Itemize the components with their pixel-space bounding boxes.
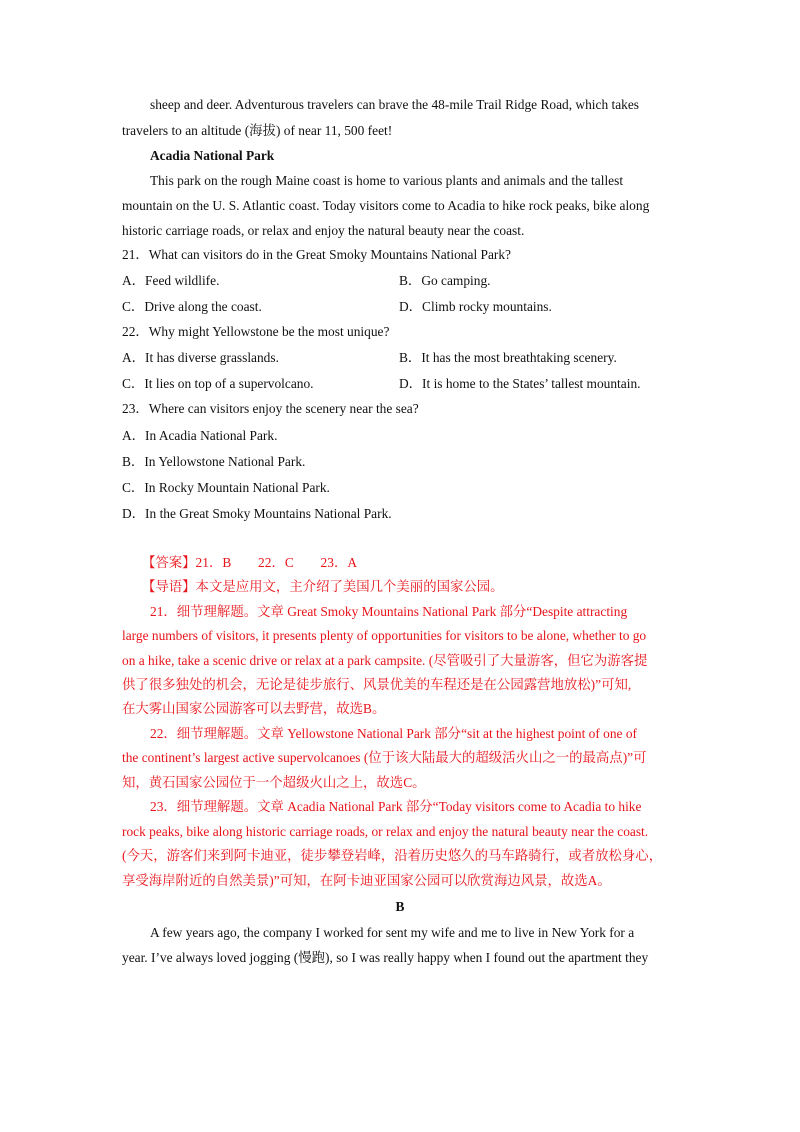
explanation-line: 享受海岸附近的自然美景)”可知，在阿卡迪亚国家公园可以欣赏海边风景，故选A。 (122, 873, 611, 888)
answer-intro: 【导语】本文是应用文，主介绍了美国几个美丽的国家公园。 (142, 579, 504, 594)
question-options-row (122, 271, 682, 291)
option-c: C．Drive along the coast. (122, 299, 262, 314)
passage-line: A few years ago, the company I worked for sent my wife and me to live in New York for a (150, 925, 635, 940)
section-heading-b: B (395, 899, 405, 914)
explanation-line: 在大雾山国家公园游客可以去野营，故选B。 (122, 701, 386, 716)
passage-line: historic carriage roads, or relax and enjoy the natural beauty near the coast. (122, 223, 525, 238)
option-b: B．Go camping. (399, 273, 491, 288)
option-d: D．In the Great Smoky Mountains National Park. (122, 506, 392, 521)
question-stem: 21．What can visitors do in the Great Smoky Mountains National Park? (122, 247, 512, 262)
passage-line: mountain on the U. S. Atlantic coast. Today visitors come to Acadia to hike rock peaks, bike along (122, 198, 650, 213)
question-stem: 23．Where can visitors enjoy the scenery near the sea? (122, 401, 419, 416)
answer-key: 【答案】21．B 22．C 23．A (142, 555, 358, 570)
question-options-row (122, 297, 682, 317)
explanation-line: the continent’s largest active supervolcanoes (位于该大陆最大的超级活火山之一的最高点)”可 (122, 750, 647, 765)
section-heading-acadia: Acadia National Park (150, 148, 275, 163)
explanation-line: 21．细节理解题。文章 Great Smoky Mountains National Park 部分“Despite attracting (150, 604, 628, 619)
question-options-row (122, 374, 682, 394)
option-c: C．It lies on top of a supervolcano. (122, 376, 314, 391)
passage-line: travelers to an altitude (海拔) of near 11, 500 feet! (122, 123, 393, 138)
passage-line: year. I’ve always loved jogging (慢跑), so I was really happy when I found out the apartment they (122, 950, 649, 965)
option-d: D．Climb rocky mountains. (399, 299, 552, 314)
explanation-line: 22．细节理解题。文章 Yellowstone National Park 部分“sit at the highest point of one of (150, 726, 637, 741)
explanation-line: (今天，游客们来到阿卡迪亚，徒步攀登岩峰，沿着历史悠久的马车路骑行，或者放松身心， (122, 848, 663, 863)
question-options-row (122, 348, 682, 368)
question-stem: 22．Why might Yellowstone be the most unique? (122, 324, 390, 339)
passage-line: sheep and deer. Adventurous travelers can brave the 48-mile Trail Ridge Road, which takes (150, 97, 639, 112)
option-d: D．It is home to the States’ tallest mountain. (399, 376, 641, 391)
explanation-line: on a hike, take a scenic drive or relax at a park campsite. (尽管吸引了大量游客，但它为游客提 (122, 653, 648, 668)
option-a: A．In Acadia National Park. (122, 428, 278, 443)
option-b: B．It has the most breathtaking scenery. (399, 350, 617, 365)
option-a: A．Feed wildlife. (122, 273, 220, 288)
explanation-line: 23．细节理解题。文章 Acadia National Park 部分“Today visitors come to Acadia to hike (150, 799, 642, 814)
passage-line: This park on the rough Maine coast is home to various plants and animals and the tallest (150, 173, 624, 188)
explanation-line: rock peaks, bike along historic carriage roads, or relax and enjoy the natural beauty near the coast. (122, 824, 649, 839)
option-c: C．In Rocky Mountain National Park. (122, 480, 330, 495)
explanation-line: 知，黄石国家公园位于一个超级火山之上，故选C。 (122, 775, 426, 790)
explanation-line: large numbers of visitors, it presents plenty of opportunities for visitors to be alone, whether to go (122, 628, 647, 643)
explanation-line: 供了很多独处的机会，无论是徒步旅行、风景优美的车程还是在公园露营地放松)”可知, (122, 677, 632, 692)
option-b: B．In Yellowstone National Park. (122, 454, 306, 469)
option-a: A．It has diverse grasslands. (122, 350, 279, 365)
